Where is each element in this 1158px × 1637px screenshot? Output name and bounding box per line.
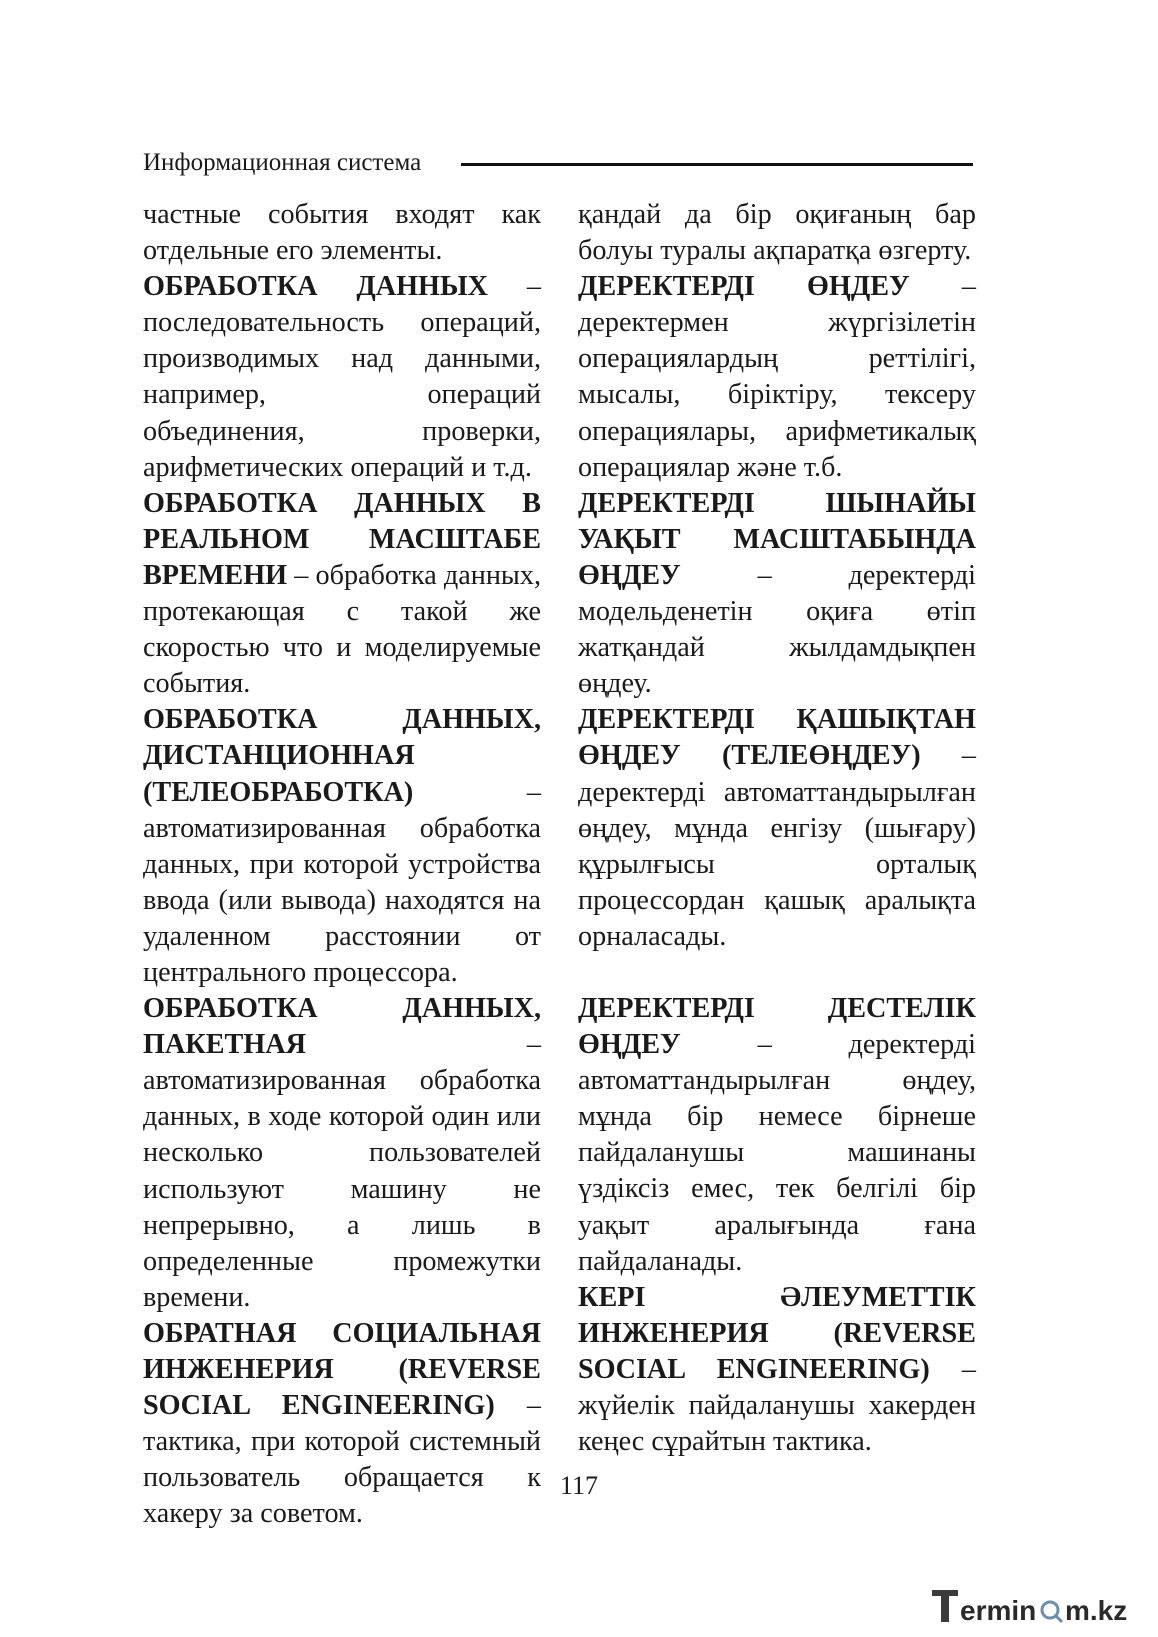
entry-realtime [143, 486, 541, 703]
right-column [578, 197, 976, 1460]
entry-text: – деректерді модельденетін оқиға өтіп жатқандай жылдамдықпен өңдеу. [578, 559, 976, 700]
entry-obrabotka-dannyh [143, 269, 541, 486]
entry-term: ДЕРЕКТЕРДІ ШЫНАЙЫ УАҚЫТ МАСШТАБЫНДА ӨҢДЕУ [578, 487, 976, 591]
entry-reverse-social-engineering [578, 1280, 976, 1460]
entry-text: – жүйелік пайдаланушы хакерден кеңес сұрайтын тактика. [578, 1353, 976, 1458]
entry-text: қандай да бір оқиғаның бар болуы туралы ақпаратқа өзгерту. [578, 199, 976, 267]
left-column [143, 197, 541, 1532]
entry-term: ОБРАБОТКА ДАННЫХ, ДИСТАНЦИОННАЯ (ТЕЛЕОБРАБОТКА) [143, 704, 541, 808]
entry-text: – деректермен жүргізілетін операциялардың реттілігі, мысалы, біріктіру, тексеру операциялары, арифметикалық операциялар және т.б. [578, 271, 976, 483]
entry-continuation [143, 197, 541, 269]
entry-text: – тактика, при которой системный пользователь обращается к хакеру за советом. [143, 1390, 541, 1530]
entry-term: ОБРАБОТКА ДАННЫХ В РЕАЛЬНОМ МАСШТАБЕ ВРЕМЕНИ [143, 487, 541, 591]
page-number: 117 [559, 1471, 599, 1500]
termincom-logo [930, 1584, 1130, 1628]
entry-text: – последовательность операций, производимых над данными, например, операций объединения, проверки, арифметических операций и т.д. [143, 271, 541, 483]
entry-text: частные события входят как отдельные его элементы. [143, 199, 541, 267]
running-header [143, 146, 973, 180]
entry-term: ОБРАТНАЯ СОЦИАЛЬНАЯ ИНЖЕНЕРИЯ (REVERSE SOCIAL ENGINEERING) [143, 1317, 541, 1422]
entry-text: – автоматизированная обработка данных, при которой устройства ввода (или вывода) находятся на удаленном расстоянии от центрального процессора. [143, 776, 541, 988]
entry-text: – деректерді автоматтандырылған өңдеу, мұнда бір немесе бірнеше пайдаланушы машинаны үздіксіз емес, тек белгілі бір уақыт аралығында ғана пайдаланады. [578, 1029, 976, 1277]
entry-realtime [578, 486, 976, 703]
entry-remote [578, 702, 976, 955]
entry-continuation [578, 197, 976, 269]
entry-batch [578, 991, 976, 1280]
entry-term: ДЕРЕКТЕРДІ ӨҢДЕУ [578, 271, 910, 303]
entry-term: КЕРІ ӘЛЕУМЕТТІК ИНЖЕНЕРИЯ (REVERSE SOCIAL ENGINEERING) [578, 1281, 976, 1385]
entry-term: ОБРАБОТКА ДАННЫХ, ПАКЕТНАЯ [143, 993, 541, 1061]
watermark-logo [930, 1584, 1130, 1628]
entry-batch [143, 991, 541, 1316]
entry-text: – автоматизированная обработка данных, в ходе которой один или несколько пользователей используют машину не непрерывно, а лишь в определенные промежутки времени. [143, 1029, 541, 1313]
watermark-part2: m.kz [1065, 1595, 1128, 1626]
entry-derekterdi-ondeu [578, 269, 976, 486]
entry-term: ДЕРЕКТЕРДІ ДЕСТЕЛІК ӨҢДЕУ [578, 992, 976, 1061]
entry-text: – обработка данных, протекающая с такой же скоростью что и моделируемые события. [143, 559, 541, 700]
entry-remote [143, 702, 541, 991]
watermark-part1: ermin [960, 1595, 1037, 1626]
header-title: Информационная система [143, 149, 422, 176]
entry-text: – деректерді автоматтандырылған өңдеу, мұнда енгізу (шығару) құрылғысы орталық процессордан қашық аралықта орналасады. [578, 740, 976, 952]
entry-term: ОБРАБОТКА ДАННЫХ [143, 271, 489, 303]
header-rule [461, 163, 973, 166]
entry-term: ДЕРЕКТЕРДІ ҚАШЫҚТАН ӨҢДЕУ (ТЕЛЕӨҢДЕУ) [578, 704, 976, 772]
